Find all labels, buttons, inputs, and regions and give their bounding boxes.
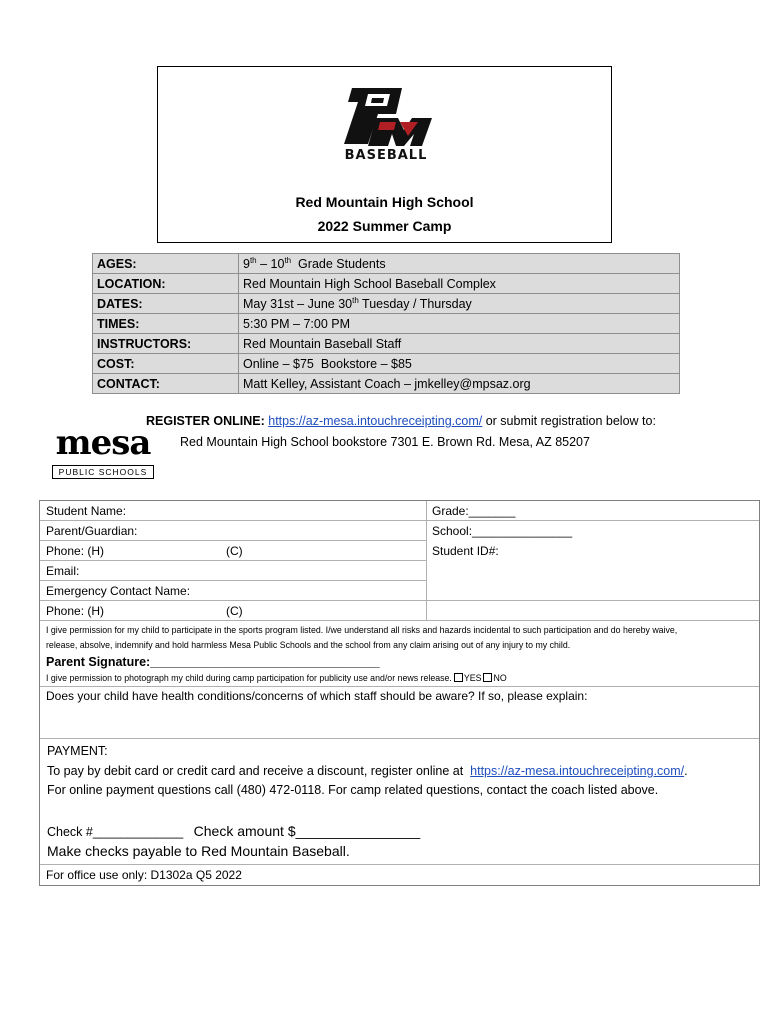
check-number-field[interactable]: Check #_____________ [47, 825, 184, 839]
bookstore-address: Red Mountain High School bookstore 7301 E. Brown Rd. Mesa, AZ 85207 [180, 435, 590, 449]
emergency-phone-cell-field[interactable]: (C) [226, 604, 243, 618]
checks-payable-note: Make checks payable to Red Mountain Baseball. [47, 843, 350, 859]
payment-line-2: For online payment questions call (480) 472-0118. For camp related questions, contact the coach listed above. [47, 783, 659, 797]
camp-header [157, 66, 612, 243]
register-online-label: REGISTER ONLINE: [146, 414, 265, 428]
info-row-instructors [93, 334, 680, 354]
photo-permission [46, 671, 507, 686]
form-row-signature [40, 655, 759, 671]
payment-link[interactable]: https://az-mesa.intouchreceipting.com/ [470, 764, 685, 778]
form-row-photo [40, 671, 759, 687]
form-row-parent-line [40, 521, 426, 541]
form-row-student [40, 501, 759, 521]
form-row-office [40, 865, 759, 885]
phone-home-field[interactable]: Phone: (H) [46, 544, 105, 558]
location-value: Red Mountain High School Baseball Complex [239, 274, 680, 294]
instructors-value: Red Mountain Baseball Staff [239, 334, 680, 354]
emergency-phone-home-field[interactable]: Phone: (H) [46, 604, 105, 618]
mesa-logo-subtitle: PUBLIC SCHOOLS [52, 465, 154, 479]
emergency-contact-field[interactable]: Emergency Contact Name: [46, 584, 191, 598]
check-amount-field[interactable]: Check amount $________________ [193, 823, 421, 839]
cost-value: Online – $75 Bookstore – $85 [239, 354, 680, 374]
register-online-link[interactable]: https://az-mesa.intouchreceipting.com/ [268, 414, 483, 428]
times-label: TIMES: [93, 314, 239, 334]
registration-form [39, 500, 760, 886]
payment-line-1: To pay by debit card or credit card and receive a discount, register online at https://az-mesa.intouchreceipting.com/. [47, 764, 688, 778]
health-question[interactable]: Does your child have health conditions/concerns of which staff should be aware? If so, please explain: [46, 689, 588, 703]
ages-value: 9th – 10th Grade Students [239, 254, 680, 274]
contact-label: CONTACT: [93, 374, 239, 394]
mesa-public-schools-logo [52, 423, 154, 480]
logo-baseball-text: BASEBALL [344, 148, 428, 163]
no-label: NO [493, 673, 507, 683]
form-row-emergency-phone [40, 601, 759, 621]
rm-logo-icon [338, 84, 434, 148]
instructors-label: INSTRUCTORS: [93, 334, 239, 354]
payment-title: PAYMENT: [47, 744, 108, 758]
form-row-waiver [40, 621, 759, 655]
info-row-dates [93, 294, 680, 314]
dates-value: May 31st – June 30th Tuesday / Thursday [239, 294, 680, 314]
times-value: 5:30 PM – 7:00 PM [239, 314, 680, 334]
payment-section [40, 739, 759, 865]
register-suffix: or submit registration below to: [482, 414, 656, 428]
school-field[interactable]: School:_______________ [432, 524, 573, 538]
form-row-health [40, 687, 759, 739]
phone-cell-field[interactable]: (C) [226, 544, 243, 558]
form-row-phone-line [40, 541, 426, 561]
camp-title: 2022 Summer Camp [317, 218, 452, 234]
camp-info-table [92, 253, 680, 394]
contact-value: Matt Kelley, Assistant Coach – jmkelley@mpsaz.org [239, 374, 680, 394]
waiver-text-2: release, absolve, indemnify and hold harmless Mesa Public Schools and the school from any claim arising out of any injury to my child. [46, 640, 571, 650]
register-online-line [146, 414, 656, 428]
email-field[interactable]: Email: [46, 564, 80, 578]
parent-signature-field[interactable]: Parent Signature:_________________________________ [46, 655, 380, 669]
photo-permission-text: I give permission to photograph my child during camp participation for publicity use and/or news release. [46, 673, 452, 683]
form-row-emergency [40, 581, 759, 601]
parent-guardian-field[interactable]: Parent/Guardian: [46, 524, 138, 538]
info-row-cost [93, 354, 680, 374]
info-row-location [93, 274, 680, 294]
check-line [47, 823, 420, 839]
grade-field[interactable]: Grade:_______ [432, 504, 516, 518]
info-row-ages [93, 254, 680, 274]
ages-label: AGES: [93, 254, 239, 274]
waiver-text-1: I give permission for my child to participate in the sports program listed. I/we understand all risks and hazards incidental to such participation and do hereby waive, [46, 625, 678, 635]
dates-label: DATES: [93, 294, 239, 314]
location-label: LOCATION: [93, 274, 239, 294]
yes-label: YES [463, 673, 482, 683]
info-row-contact [93, 374, 680, 394]
rm-baseball-logo [338, 84, 434, 166]
cost-label: COST: [93, 354, 239, 374]
school-name: Red Mountain High School [295, 194, 474, 210]
office-use-note: For office use only: D1302a Q5 2022 [46, 868, 242, 882]
info-row-times [93, 314, 680, 334]
form-row-email [40, 561, 426, 581]
student-id-field[interactable]: Student ID#: [432, 544, 499, 558]
mesa-logo-word: mesa [55, 423, 151, 463]
yes-checkbox[interactable] [454, 673, 463, 682]
student-name-field[interactable]: Student Name: [46, 504, 127, 518]
no-checkbox[interactable] [483, 673, 492, 682]
